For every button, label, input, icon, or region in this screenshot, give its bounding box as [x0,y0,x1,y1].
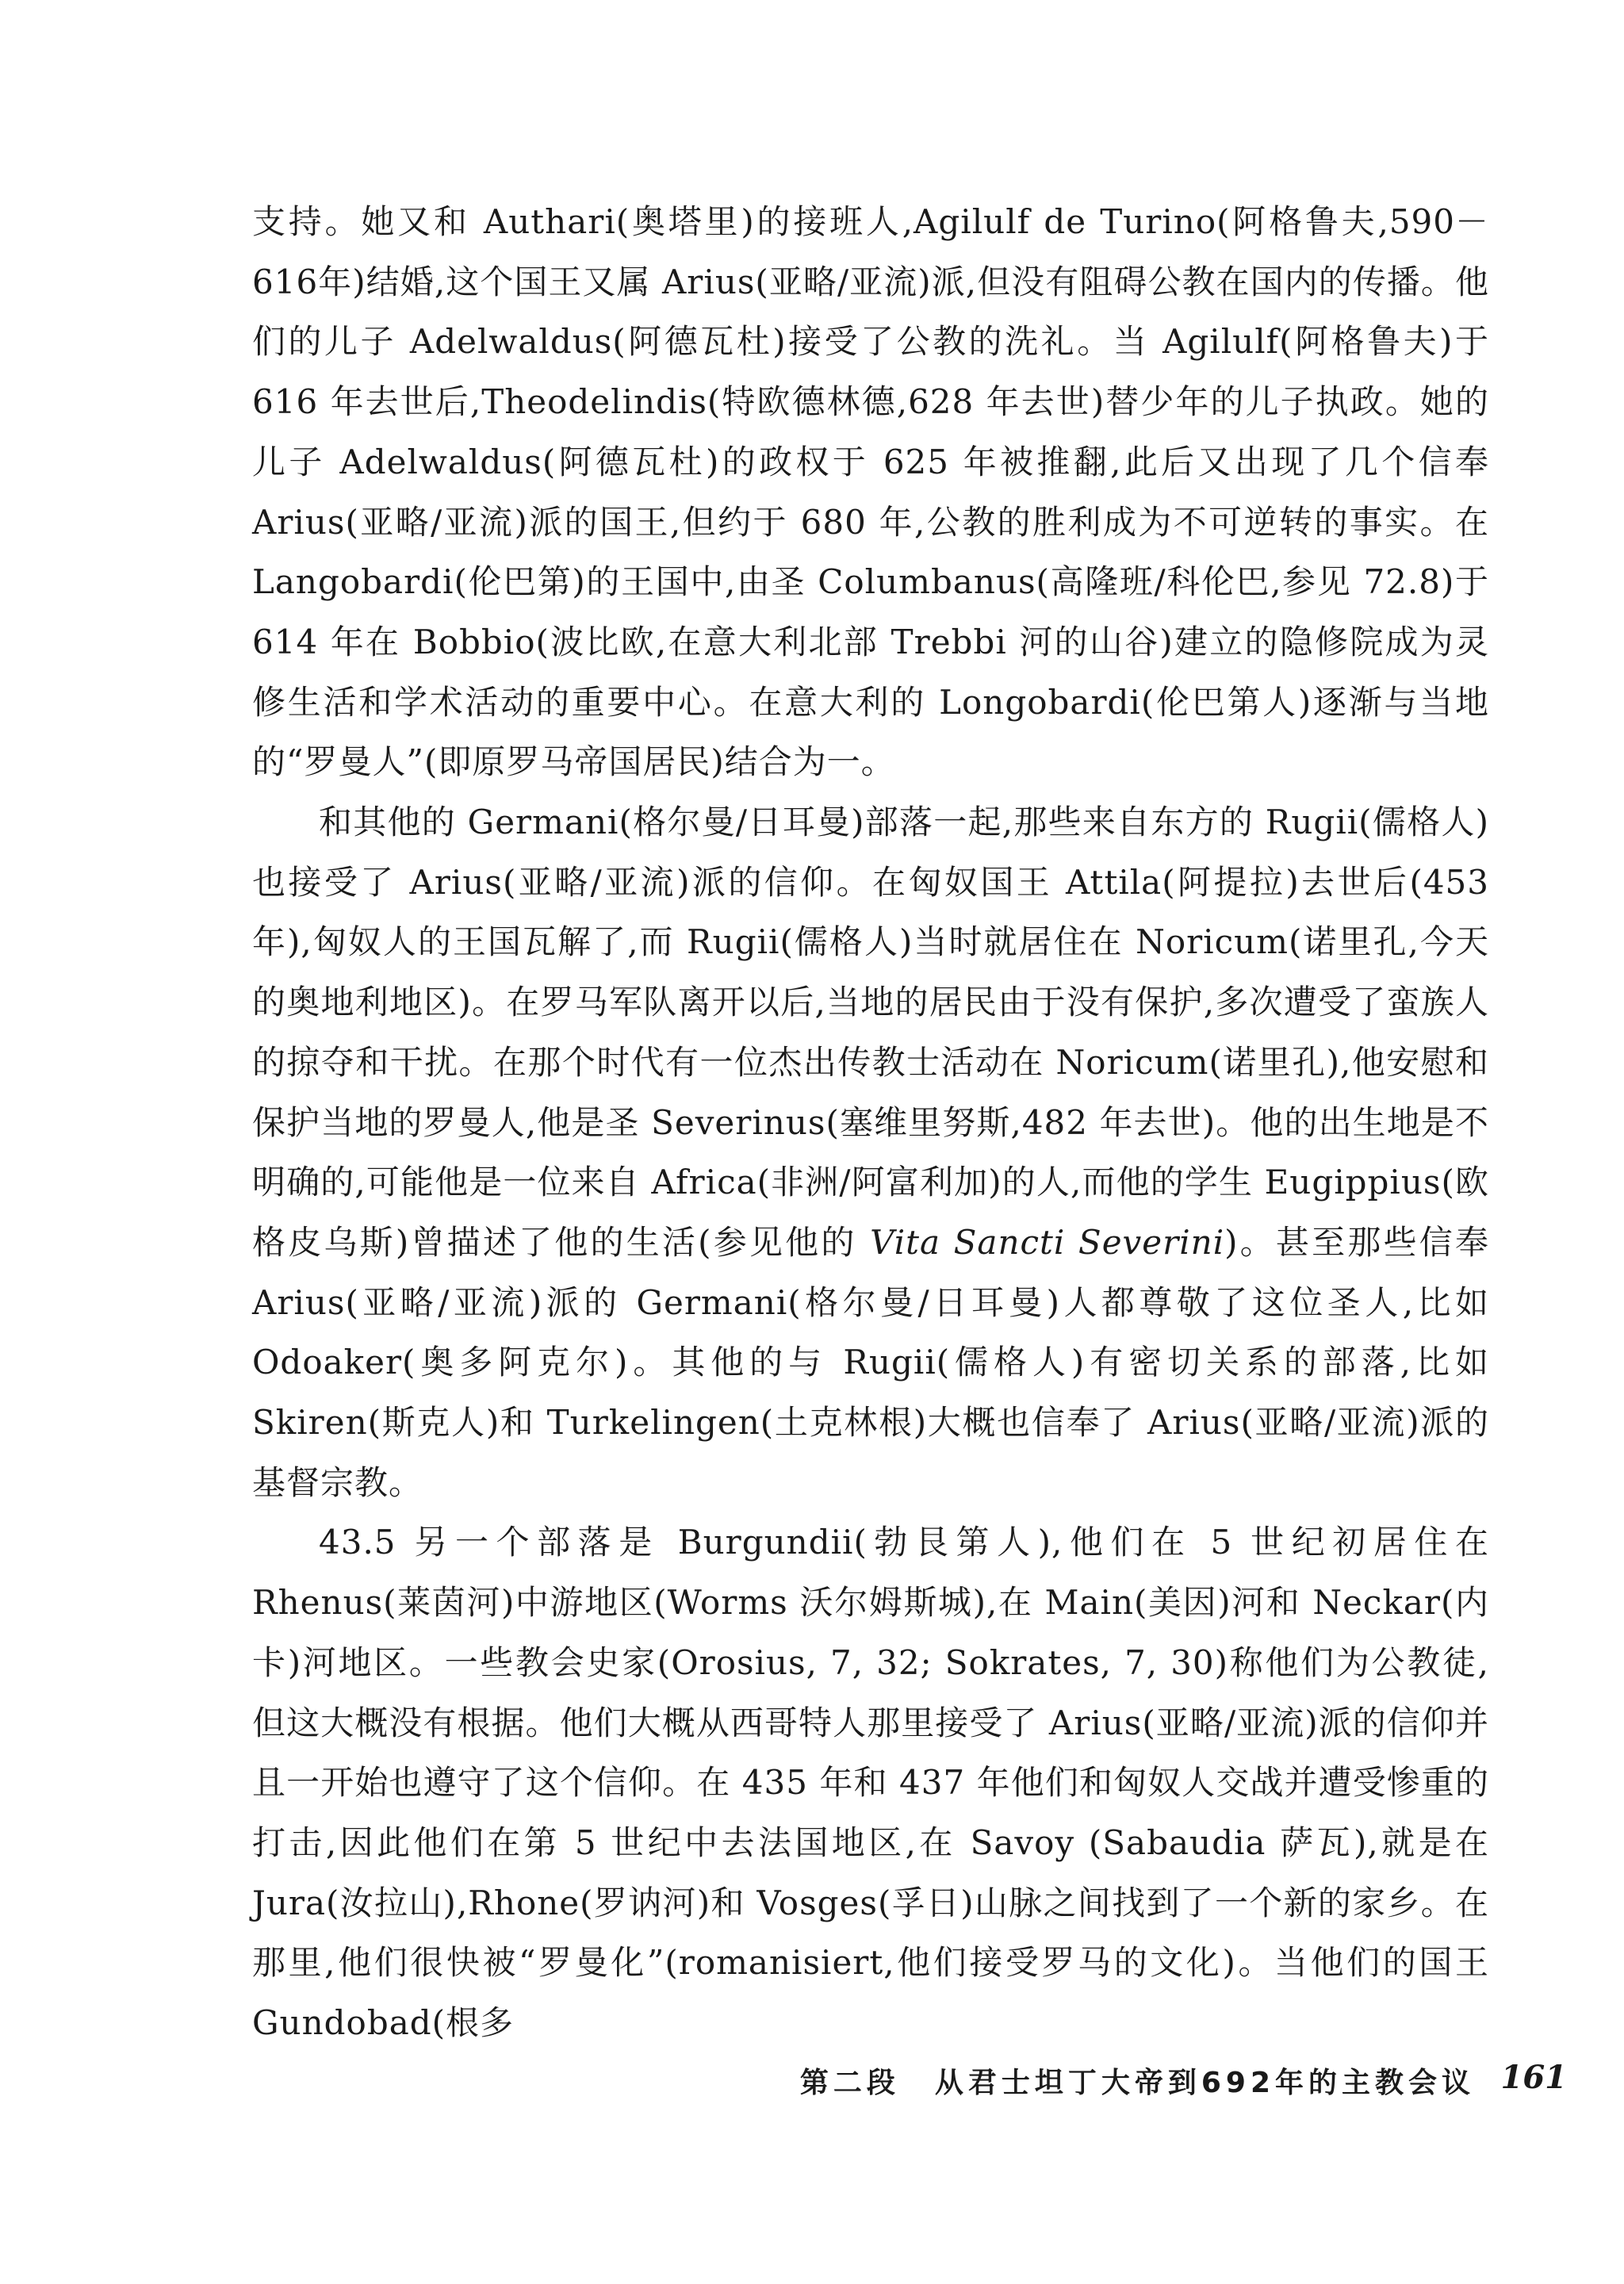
paragraph-2-text-after: )。甚至那些信奉 Arius(亚略/亚流)派的 Germani(格尔曼/日耳曼)人都尊敬了这位圣人,比如 Odoaker(奥多阿克尔)。其他的与 Rugii(儒格人)有密切关系的部落,比如 Skiren(斯克人)和 Turkelingen(土克林根)大概也信奉了 Arius(亚略/亚流)派的基督宗教。 [252,1222,1489,1502]
paragraph-2 [252,792,1489,1512]
page-body [252,192,1489,2053]
paragraph-3: 43.5 另一个部落是 Burgundii(勃艮第人),他们在 5 世纪初居住在 Rhenus(莱茵河)中游地区(Worms 沃尔姆斯城),在 Main(美因)河和 Neckar(内卡)河地区。一些教会史家(Orosius, 7, 32; Sokrates, 7, 30)称他们为公教徒,但这大概没有根据。他们大概从西哥特人那里接受了 Arius(亚略/亚流)派的信仰并且一开始也遵守了这个信仰。在 435 年和 437 年他们和匈奴人交战并遭受惨重的打击,因此他们在第 5 世纪中去法国地区,在 Savoy (Sabaudia 萨瓦),就是在 Jura(汝拉山),Rhone(罗讷河)和 Vosges(孚日)山脉之间找到了一个新的家乡。在那里,他们很快被“罗曼化”(romanisiert,他们接受罗马的文化)。当他们的国王 Gundobad(根多 [252,1523,1489,2043]
page-number: 161 [1500,2059,1567,2096]
section-label: 第二段 [799,2067,900,2099]
paragraph-2-book-title: Vita Sancti Severini [870,1222,1225,1262]
page-footer [0,2060,1624,2108]
paragraph-1: 支持。她又和 Authari(奥塔里)的接班人,Agilulf de Turino(阿格鲁夫,590－616年)结婚,这个国王又属 Arius(亚略/亚流)派,但没有阻碍公教在国内的传播。他们的儿子 Adelwaldus(阿德瓦杜)接受了公教的洗礼。当 Agilulf(阿格鲁夫)于 616 年去世后,Theodelindis(特欧德林德,628 年去世)替少年的儿子执政。她的儿子 Adelwaldus(阿德瓦杜)的政权于 625 年被推翻,此后又出现了几个信奉 Arius(亚略/亚流)派的国王,但约于 680 年,公教的胜利成为不可逆转的事实。在 Langobardi(伦巴第)的王国中,由圣 Columbanus(高隆班/科伦巴,参见 72.8)于 614 年在 Bobbio(波比欧,在意大利北部 Trebbi 河的山谷)建立的隐修院成为灵修生活和学术活动的重要中心。在意大利的 Longobardi(伦巴第人)逐渐与当地的“罗曼人”(即原罗马帝国居民)结合为一。 [252,202,1489,782]
paragraph-2-text-before: 和其他的 Germani(格尔曼/日耳曼)部落一起,那些来自东方的 Rugii(儒格人)也接受了 Arius(亚略/亚流)派的信仰。在匈奴国王 Attila(阿提拉)去世后(453 年),匈奴人的王国瓦解了,而 Rugii(儒格人)当时就居住在 Noricum(诺里孔,今天的奥地利地区)。在罗马军队离开以后,当地的居民由于没有保护,多次遭受了蛮族人的掠夺和干扰。在那个时代有一位杰出传教士活动在 Noricum(诺里孔),他安慰和保护当地的罗曼人,他是圣 Severinus(塞维里努斯,482 年去世)。他的出生地是不明确的,可能他是一位来自 Africa(非洲/阿富利加)的人,而他的学生 Eugippius(欧格皮乌斯)曾描述了他的生活(参见他的 [252,803,1489,1262]
running-title: 从君士坦丁大帝到692年的主教会议 [934,2067,1475,2099]
running-head [800,2060,1475,2101]
